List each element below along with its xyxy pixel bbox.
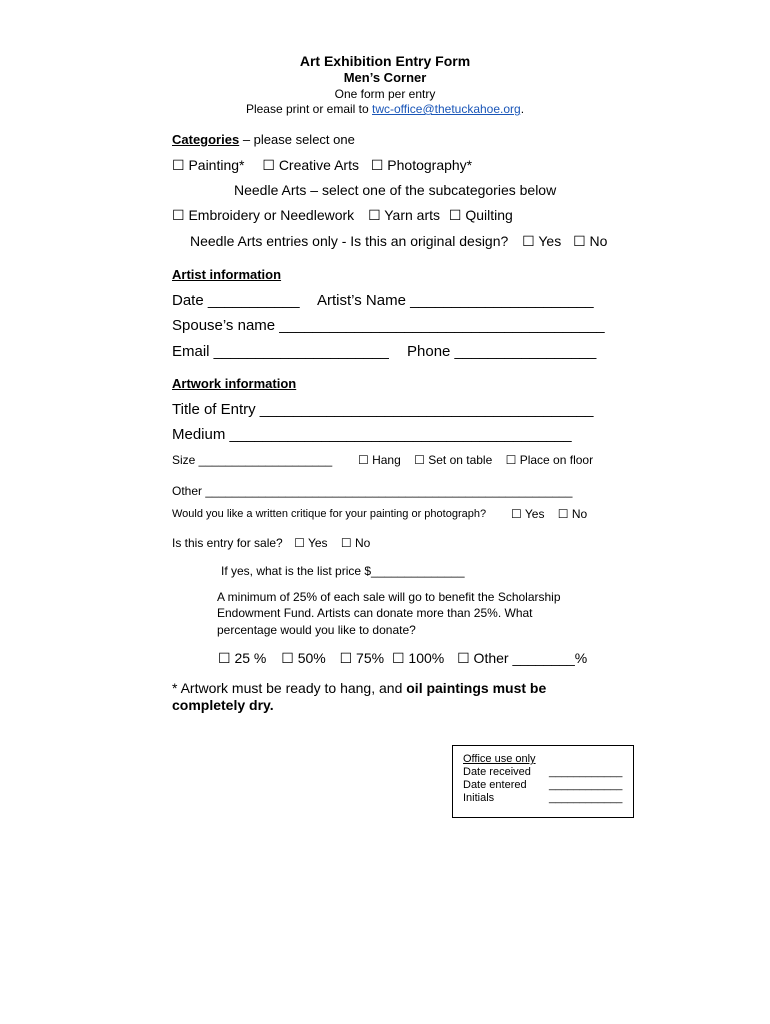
date-field[interactable]: Date ___________ xyxy=(172,292,300,309)
office-label-date-received: Date received xyxy=(463,766,531,778)
size-options xyxy=(358,454,593,466)
form-title: Art Exhibition Entry Form xyxy=(299,53,471,69)
checkbox-donate-25[interactable]: ☐ 25 % xyxy=(218,650,267,666)
form-note-email xyxy=(0,103,770,115)
email-prefix: Please print or email to xyxy=(245,102,372,116)
checkbox-critique-yes[interactable]: ☐ Yes xyxy=(511,507,545,521)
form-subtitle: Men’s Corner xyxy=(343,70,427,85)
needle-arts-note: Needle Arts – select one of the subcategories below xyxy=(234,182,557,198)
checkbox-sale-no[interactable]: ☐ No xyxy=(340,536,371,550)
categories-heading-suffix: – please select one xyxy=(239,132,355,147)
categories-row-2 xyxy=(172,208,513,222)
checkbox-donate-100[interactable]: ☐ 100% xyxy=(391,650,445,666)
artwork-info-heading: Artwork information xyxy=(172,376,297,391)
office-label-date-entered: Date entered xyxy=(463,779,527,791)
artist-name-field[interactable]: Artist’s Name ______________________ xyxy=(317,292,594,309)
office-blank-date-received[interactable]: ____________ xyxy=(549,766,623,778)
office-use-box xyxy=(452,745,634,818)
donation-text-line-2: Endowment Fund. Artists can donate more than 25%. What xyxy=(217,606,533,620)
checkbox-original-yes[interactable]: ☐ Yes xyxy=(522,233,562,249)
office-use-heading: Office use only xyxy=(463,753,536,765)
form-note-one-per-entry: One form per entry xyxy=(334,87,436,101)
email-link[interactable]: twc-office@thetuckahoe.org xyxy=(372,102,521,116)
checkbox-original-no[interactable]: ☐ No xyxy=(573,233,608,249)
categories-heading xyxy=(172,133,355,146)
artist-info-heading: Artist information xyxy=(172,267,282,282)
footnote-bold-1: oil paintings must be xyxy=(406,680,547,696)
original-design-question xyxy=(190,234,607,248)
list-price-field[interactable]: If yes, what is the list price $______________ xyxy=(221,564,465,578)
checkbox-hang[interactable]: ☐ Hang xyxy=(358,453,401,467)
checkbox-critique-no[interactable]: ☐ No xyxy=(557,507,588,521)
critique-options xyxy=(511,508,587,520)
critique-question: Would you like a written critique for your painting or photograph? xyxy=(172,508,487,520)
phone-field[interactable]: Phone _________________ xyxy=(407,343,597,360)
office-blank-date-entered[interactable]: ____________ xyxy=(549,779,623,791)
checkbox-place-on-floor[interactable]: ☐ Place on floor xyxy=(505,453,594,467)
checkbox-donate-75[interactable]: ☐ 75% xyxy=(339,650,385,666)
checkbox-yarn-arts[interactable]: ☐ Yarn arts xyxy=(368,207,441,223)
office-label-initials: Initials xyxy=(463,792,495,804)
office-row-initials xyxy=(463,792,623,804)
checkbox-set-on-table[interactable]: ☐ Set on table xyxy=(414,453,493,467)
checkbox-painting[interactable]: ☐ Painting* xyxy=(172,157,245,173)
footnote-line-1 xyxy=(172,681,546,695)
size-field[interactable]: Size ____________________ xyxy=(172,453,333,467)
checkbox-donate-50[interactable]: ☐ 50% xyxy=(281,650,326,666)
checkbox-sale-yes[interactable]: ☐ Yes xyxy=(294,536,328,550)
categories-heading-label: Categories xyxy=(172,132,240,147)
categories-row-1 xyxy=(172,158,472,172)
other-field[interactable]: Other _______________________________________________________ xyxy=(172,484,573,498)
checkbox-embroidery[interactable]: ☐ Embroidery or Needlework xyxy=(172,207,355,223)
donation-text-line-3: percentage would you like to donate? xyxy=(217,623,416,637)
spouse-name-field[interactable]: Spouse’s name _______________________________________ xyxy=(172,317,605,334)
email-field[interactable]: Email _____________________ xyxy=(172,343,389,360)
medium-field[interactable]: Medium _________________________________________ xyxy=(172,426,572,443)
office-blank-initials[interactable]: ____________ xyxy=(549,792,623,804)
office-row-date-entered xyxy=(463,779,623,791)
checkbox-quilting[interactable]: ☐ Quilting xyxy=(448,207,513,223)
sale-question xyxy=(172,537,370,549)
sale-question-label: Is this entry for sale? xyxy=(172,536,283,550)
checkbox-photography[interactable]: ☐ Photography* xyxy=(370,157,473,173)
donation-options xyxy=(218,651,587,665)
office-row-date-received xyxy=(463,766,623,778)
footnote-line-2: completely dry. xyxy=(172,697,274,713)
checkbox-creative-arts[interactable]: ☐ Creative Arts xyxy=(262,157,359,173)
footnote-text: * Artwork must be ready to hang, and xyxy=(172,680,407,696)
checkbox-donate-other[interactable]: ☐ Other ________% xyxy=(457,650,588,666)
title-of-entry-field[interactable]: Title of Entry ________________________________________ xyxy=(172,401,594,418)
email-suffix: . xyxy=(520,102,525,116)
donation-text-line-1: A minimum of 25% of each sale will go to benefit the Scholarship xyxy=(217,590,561,604)
original-design-label: Needle Arts entries only - Is this an original design? xyxy=(190,233,509,249)
